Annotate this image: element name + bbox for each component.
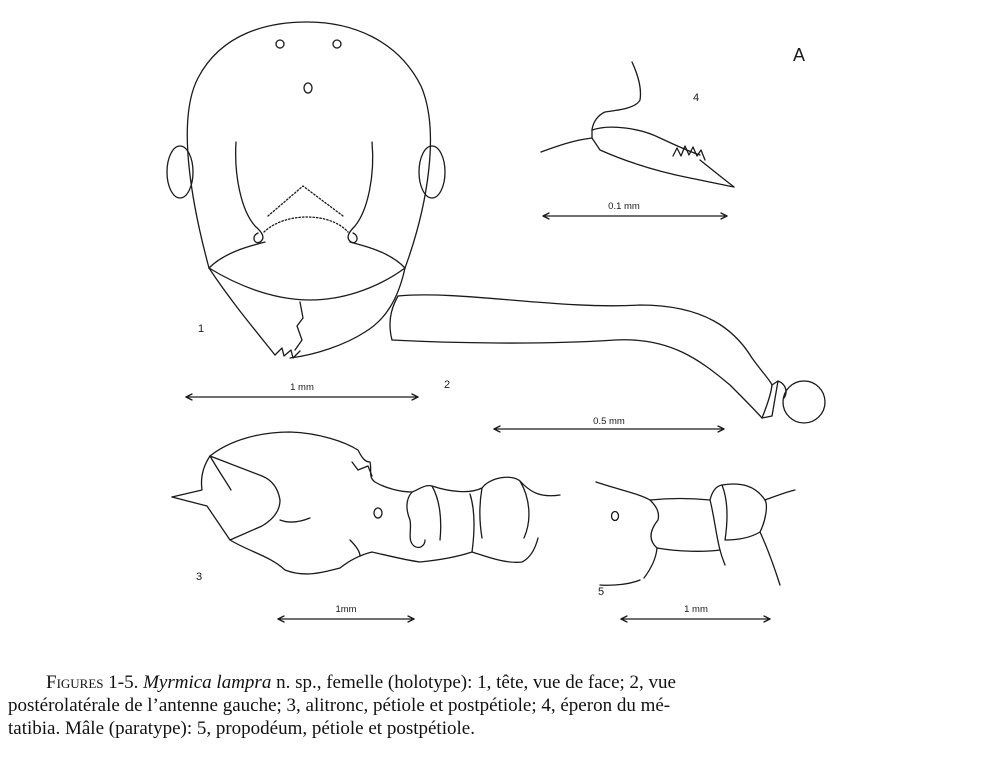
caption-species-name: Myrmica lampra <box>143 672 272 693</box>
right-eye <box>419 146 445 198</box>
fig2-scale-label: 0.5 mm <box>593 416 625 427</box>
fig1-number: 1 <box>198 323 205 335</box>
fig2-number: 2 <box>444 379 451 391</box>
figure-caption <box>8 671 998 740</box>
caption-line-3: tatibia. Mâle (paratype): 5, propodéum, pétiole et postpétiole. <box>8 718 475 739</box>
fig5-scale-label: 1 mm <box>684 604 708 615</box>
fig3-scale-label: 1mm <box>335 604 357 615</box>
fig4-scale-label: 0.1 mm <box>608 201 640 212</box>
fig4-spur-drawing <box>541 62 734 187</box>
caption-line-2: postérolatérale de l’antenne gauche; 3, alitronc, pétiole et postpétiole; 4, éperon du mé- <box>8 695 671 716</box>
fig1-scale-label: 1 mm <box>290 382 314 393</box>
caption-prefix: Figures 1-5. <box>46 672 139 693</box>
fig3-scale-bar <box>278 616 414 622</box>
fig5-propodeum-drawing <box>596 482 795 585</box>
fig2-antenna-drawing <box>390 295 825 423</box>
fig1-scale-bar <box>186 394 418 400</box>
fig4-number: 4 <box>693 92 700 104</box>
caption-line-1-text: n. sp., femelle (holotype): 1, tête, vue de face; 2, vue <box>271 672 676 693</box>
fig3-number: 3 <box>196 571 203 583</box>
fig3-alitrunk-drawing <box>172 432 560 574</box>
fig4-scale-bar <box>543 213 727 219</box>
fig5-scale-bar <box>621 616 770 622</box>
caption-line-1 <box>8 671 998 694</box>
plate-corner-mark: A <box>793 45 806 65</box>
fig5-number: 5 <box>598 586 605 598</box>
fig1-head-drawing <box>167 22 445 358</box>
